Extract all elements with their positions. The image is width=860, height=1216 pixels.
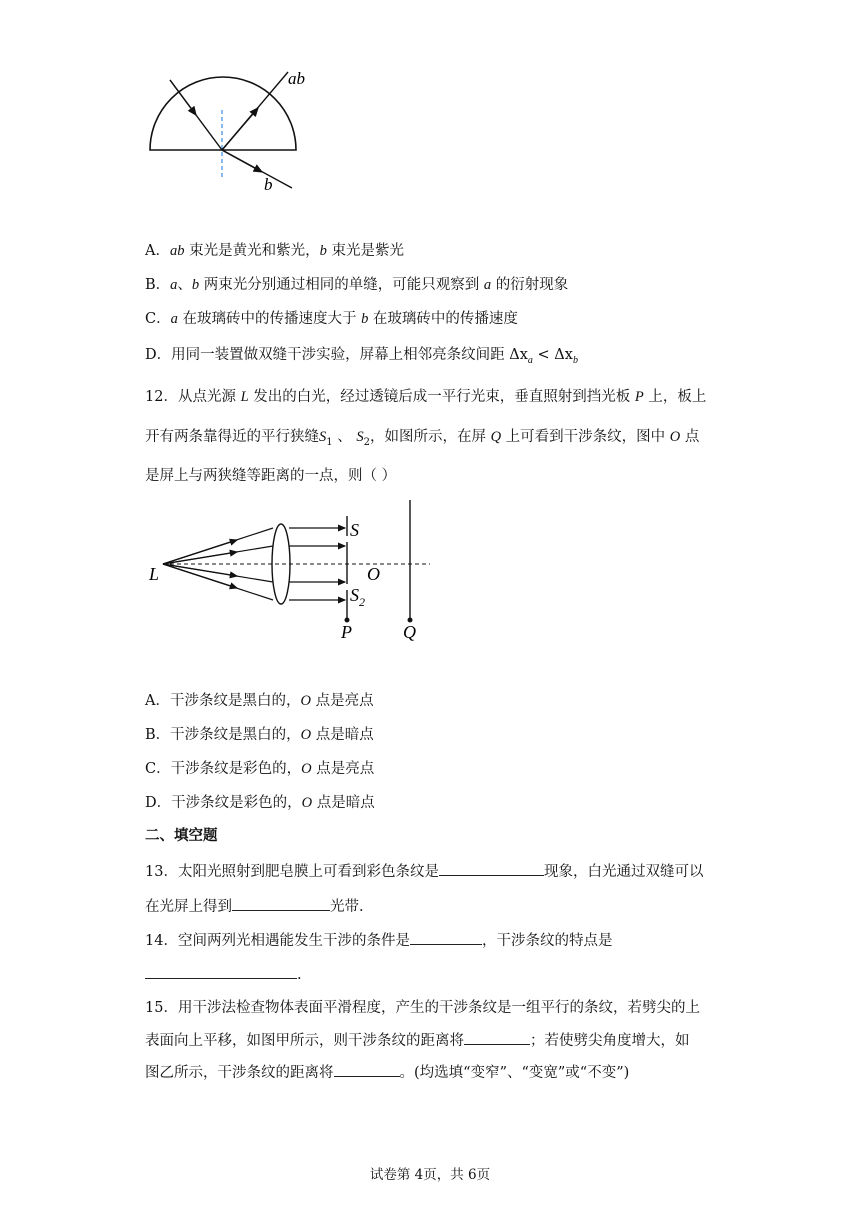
q14-line2: . bbox=[145, 964, 302, 985]
q12-option-c: C．干涉条纹是彩色的，O 点是亮点 bbox=[145, 761, 375, 777]
label-ab: ab bbox=[288, 69, 305, 88]
q13-blank-2[interactable] bbox=[232, 896, 330, 911]
q13-blank-1[interactable] bbox=[439, 861, 544, 876]
q14-blank-1[interactable] bbox=[410, 930, 482, 945]
semicircle-refraction-figure bbox=[140, 60, 340, 200]
q12-stem-line3: 是屏上与两狭缝等距离的一点，则（ ） bbox=[145, 468, 397, 484]
q12-option-b: B．干涉条纹是黑白的，O 点是暗点 bbox=[145, 727, 374, 743]
label-S2: $S_2$ bbox=[350, 585, 365, 609]
q14-blank-2[interactable] bbox=[145, 964, 297, 979]
q14-line1: 14．空间两列光相遇能发生干涉的条件是 ，干涉条纹的特点是 bbox=[145, 930, 612, 951]
label-O: O bbox=[367, 564, 380, 584]
q15-blank-1[interactable] bbox=[464, 1030, 530, 1045]
q11-option-a: A．ab 束光是黄光和紫光，b 束光是紫光 bbox=[145, 243, 404, 259]
label-b: b bbox=[264, 175, 273, 194]
page-footer: 试卷第 4页，共 6页 bbox=[369, 1167, 491, 1183]
q15-line2: 表面向上平移，如图甲所示，则干涉条纹的距离将 ；若使劈尖角度增大，如 bbox=[145, 1030, 690, 1051]
q15-line3: 图乙所示，干涉条纹的距离将 。(均选填“变窄”、“变宽”或“不变”) bbox=[145, 1062, 629, 1083]
section-heading: 二、填空题 bbox=[145, 827, 218, 844]
q11-option-c: C．a 在玻璃砖中的传播速度大于 b 在玻璃砖中的传播速度 bbox=[145, 311, 518, 327]
q12-option-a: A．干涉条纹是黑白的，O 点是亮点 bbox=[145, 693, 374, 709]
q11-option-d: D．用同一装置做双缝干涉实验，屏幕上相邻亮条纹间距 $\Delta x_a < \Delta x_b$ bbox=[145, 347, 578, 366]
q13-line1: 13．太阳光照射到肥皂膜上可看到彩色条纹是 现象，白光通过双缝可以 bbox=[145, 861, 703, 882]
label-Q: Q bbox=[403, 622, 416, 642]
q12-option-d: D．干涉条纹是彩色的，O 点是暗点 bbox=[145, 795, 375, 811]
label-P: P bbox=[341, 622, 352, 642]
q12-stem-line2: 开有两条靠得近的平行狭缝$S_1$ 、 $S_2$，如图所示，在屏 Q 上可看到干涉条纹，图中 O 点 bbox=[145, 429, 700, 448]
q15-blank-2[interactable] bbox=[334, 1062, 400, 1077]
lens bbox=[272, 524, 290, 604]
label-S: S bbox=[350, 520, 359, 540]
label-L: L bbox=[149, 564, 160, 584]
q12-stem-line1: 12．从点光源 L 发出的白光，经过透镜后成一平行光束，垂直照射到挡光板 P 上，板上 bbox=[145, 389, 707, 405]
q15-line1: 15．用干涉法检查物体表面平滑程度，产生的干涉条纹是一组平行的条纹，若劈尖的上 bbox=[145, 1000, 700, 1016]
q11-option-b: B．a、b 两束光分别通过相同的单缝，可能只观察到 a 的衍射现象 bbox=[145, 277, 569, 293]
q13-line2: 在光屏上得到 光带. bbox=[145, 896, 364, 917]
double-slit-figure bbox=[145, 498, 440, 648]
